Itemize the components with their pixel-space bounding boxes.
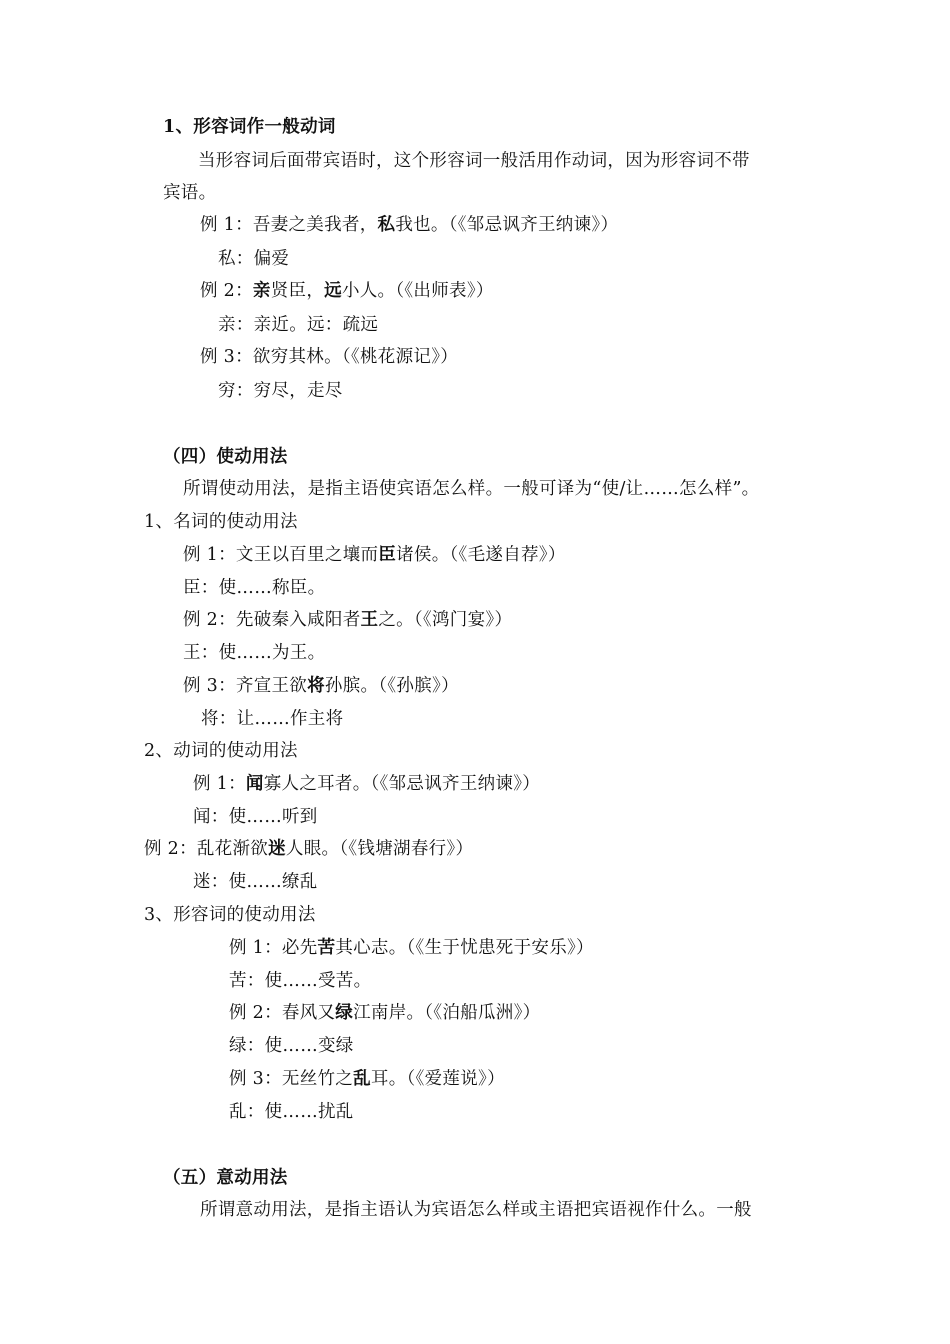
noun-example-2: 例 2：先破秦入咸阳者王之。（《鸿门宴》） [183,610,513,630]
verb-example-2: 例 2：乱花渐欲迷人眼。（《钱塘湖春行》） [144,839,474,859]
noun-example-3: 例 3：齐宣王欲将孙膑。（《孙膑》） [183,676,459,696]
section-5-intro: 所谓意动用法，是指主语认为宾语怎么样或主语把宾语视作什么。一般 [200,1200,752,1220]
section-1-example-3: 例 3：欲穷其林。（《桃花源记》） [200,347,459,367]
adjective-example-3-note: 乱：使……扰乱 [229,1102,354,1122]
verb-example-1-note: 闻：使……听到 [193,807,318,827]
section-1-intro-line-1: 当形容词后面带宾语时，这个形容词一般活用作动词，因为形容词不带 [198,151,750,171]
adjective-example-1: 例 1：必先苦其心志。（《生于忧患死于安乐》） [229,938,594,958]
adjective-causative-title: 3、形容词的使动用法 [144,905,316,925]
section-1-example-2: 例 2：亲贤臣，远小人。（《出师表》） [200,281,494,301]
section-1-example-1: 例 1：吾妻之美我者，私我也。（《邹忌讽齐王纳谏》） [200,215,619,235]
adjective-example-2: 例 2：春风又绿江南岸。（《泊船瓜洲》） [229,1003,541,1023]
adjective-example-1-note: 苦：使……受苦。 [229,971,372,991]
section-1-example-1-note: 私：偏爱 [218,249,290,269]
adjective-example-3: 例 3：无丝竹之乱耳。（《爱莲说》） [229,1069,505,1089]
section-1-heading: 1、形容词作一般动词 [163,117,336,137]
noun-example-1-note: 臣：使……称臣。 [183,578,326,598]
section-1-intro-line-2: 宾语。 [163,183,217,203]
section-1-example-3-note: 穷：穷尽，走尽 [218,381,343,401]
section-4-intro: 所谓使动用法，是指主语使宾语怎么样。一般可译为“使/让……怎么样”。 [183,479,760,499]
noun-example-1: 例 1：文王以百里之壤而臣诸侯。（《毛遂自荐》） [183,545,566,565]
adjective-example-2-note: 绿：使……变绿 [229,1036,354,1056]
verb-causative-title: 2、动词的使动用法 [144,741,298,761]
section-1-example-2-note: 亲：亲近。远：疏远 [218,315,379,335]
section-5-heading: （五）意动用法 [163,1168,288,1188]
section-4-heading: （四）使动用法 [163,447,288,467]
noun-causative-title: 1、名词的使动用法 [144,512,298,532]
noun-example-2-note: 王：使……为王。 [183,643,326,663]
noun-example-3-note: 将：让……作主将 [201,709,344,729]
verb-example-1: 例 1：闻寡人之耳者。（《邹忌讽齐王纳谏》） [193,774,541,794]
verb-example-2-note: 迷：使……缭乱 [193,872,318,892]
